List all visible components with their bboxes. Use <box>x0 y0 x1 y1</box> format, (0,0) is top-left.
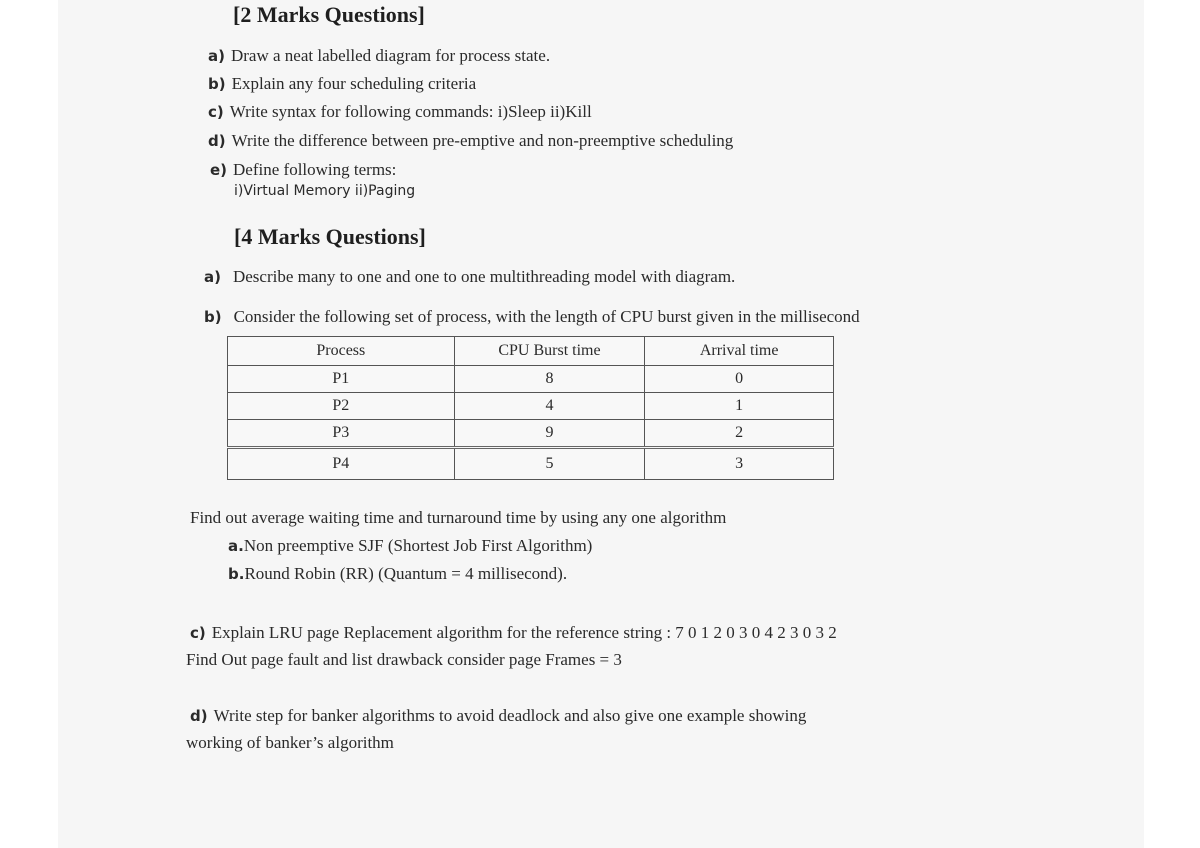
question-4m-c <box>190 623 837 643</box>
question-text: Draw a neat labelled diagram for process state. <box>230 46 551 65</box>
table-cell: 8 <box>454 366 645 393</box>
table-row <box>228 366 834 393</box>
question-label: d) <box>208 132 226 150</box>
section-heading-2-marks: [2 Marks Questions] <box>233 2 425 27</box>
table-cell: 0 <box>645 366 834 393</box>
option-label: a. <box>228 537 244 555</box>
column-header-process: Process <box>228 337 455 366</box>
question-text: Consider the following set of process, with the length of CPU burst given in the millisecond <box>233 307 860 326</box>
option-text: Non preemptive SJF (Shortest Job First Algorithm) <box>243 536 593 555</box>
option-label: b. <box>228 565 245 583</box>
question-text: Write the difference between pre-emptive and non-preemptive scheduling <box>231 131 734 150</box>
table-cell: 1 <box>645 393 834 420</box>
table-cell: P2 <box>228 393 455 420</box>
question-label: b) <box>208 75 226 93</box>
question-2m-e <box>210 160 396 180</box>
column-header-cpu-burst-time: CPU Burst time <box>454 337 645 366</box>
option-a <box>228 536 592 556</box>
question-2m-e-subtext: i)Virtual Memory ii)Paging <box>234 183 416 199</box>
table-cell: P4 <box>228 448 455 480</box>
table-row <box>228 393 834 420</box>
table-cell: P1 <box>228 366 455 393</box>
question-4m-d-line2: working of banker’s algorithm <box>186 733 394 752</box>
table-header-row <box>228 337 834 366</box>
question-text: Write syntax for following commands: i)Sleep ii)Kill <box>229 102 592 121</box>
table-row <box>228 420 834 448</box>
question-4m-d <box>190 706 806 726</box>
table-cell: 3 <box>645 448 834 480</box>
question-4m-a <box>204 267 735 287</box>
question-4m-c-line2: Find Out page fault and list drawback consider page Frames = 3 <box>186 650 622 669</box>
question-label: b) <box>204 308 222 326</box>
table-cell: 9 <box>454 420 645 448</box>
question-text: Describe many to one and one to one multithreading model with diagram. <box>232 267 736 286</box>
section-heading-4-marks: [4 Marks Questions] <box>234 224 426 249</box>
question-2m-a <box>208 46 550 66</box>
process-table <box>227 336 834 480</box>
table-cell: 4 <box>454 393 645 420</box>
table-row <box>228 448 834 480</box>
question-text: Define following terms: <box>233 160 397 179</box>
question-text: Explain any four scheduling criteria <box>231 74 477 93</box>
option-text: Round Robin (RR) (Quantum = 4 millisecond). <box>244 564 568 583</box>
question-label: e) <box>210 161 228 179</box>
option-b <box>228 564 567 584</box>
find-out-text: Find out average waiting time and turnaround time by using any one algorithm <box>190 508 727 527</box>
table-cell: P3 <box>228 420 455 448</box>
table-cell: 5 <box>454 448 645 480</box>
question-2m-c <box>208 102 592 122</box>
question-label: c) <box>190 624 206 642</box>
question-label: a) <box>204 268 221 286</box>
column-header-arrival-time: Arrival time <box>645 337 834 366</box>
question-2m-d <box>208 131 733 151</box>
question-text: Explain LRU page Replacement algorithm for the reference string : 7 0 1 2 0 3 0 4 2 3 0 3 2 <box>211 623 837 642</box>
question-label: a) <box>208 47 225 65</box>
table-cell: 2 <box>645 420 834 448</box>
question-label: d) <box>190 707 208 725</box>
question-text: Write step for banker algorithms to avoid deadlock and also give one example showing <box>213 706 807 725</box>
question-2m-b <box>208 74 476 94</box>
question-label: c) <box>208 103 224 121</box>
question-4m-b <box>204 307 860 327</box>
